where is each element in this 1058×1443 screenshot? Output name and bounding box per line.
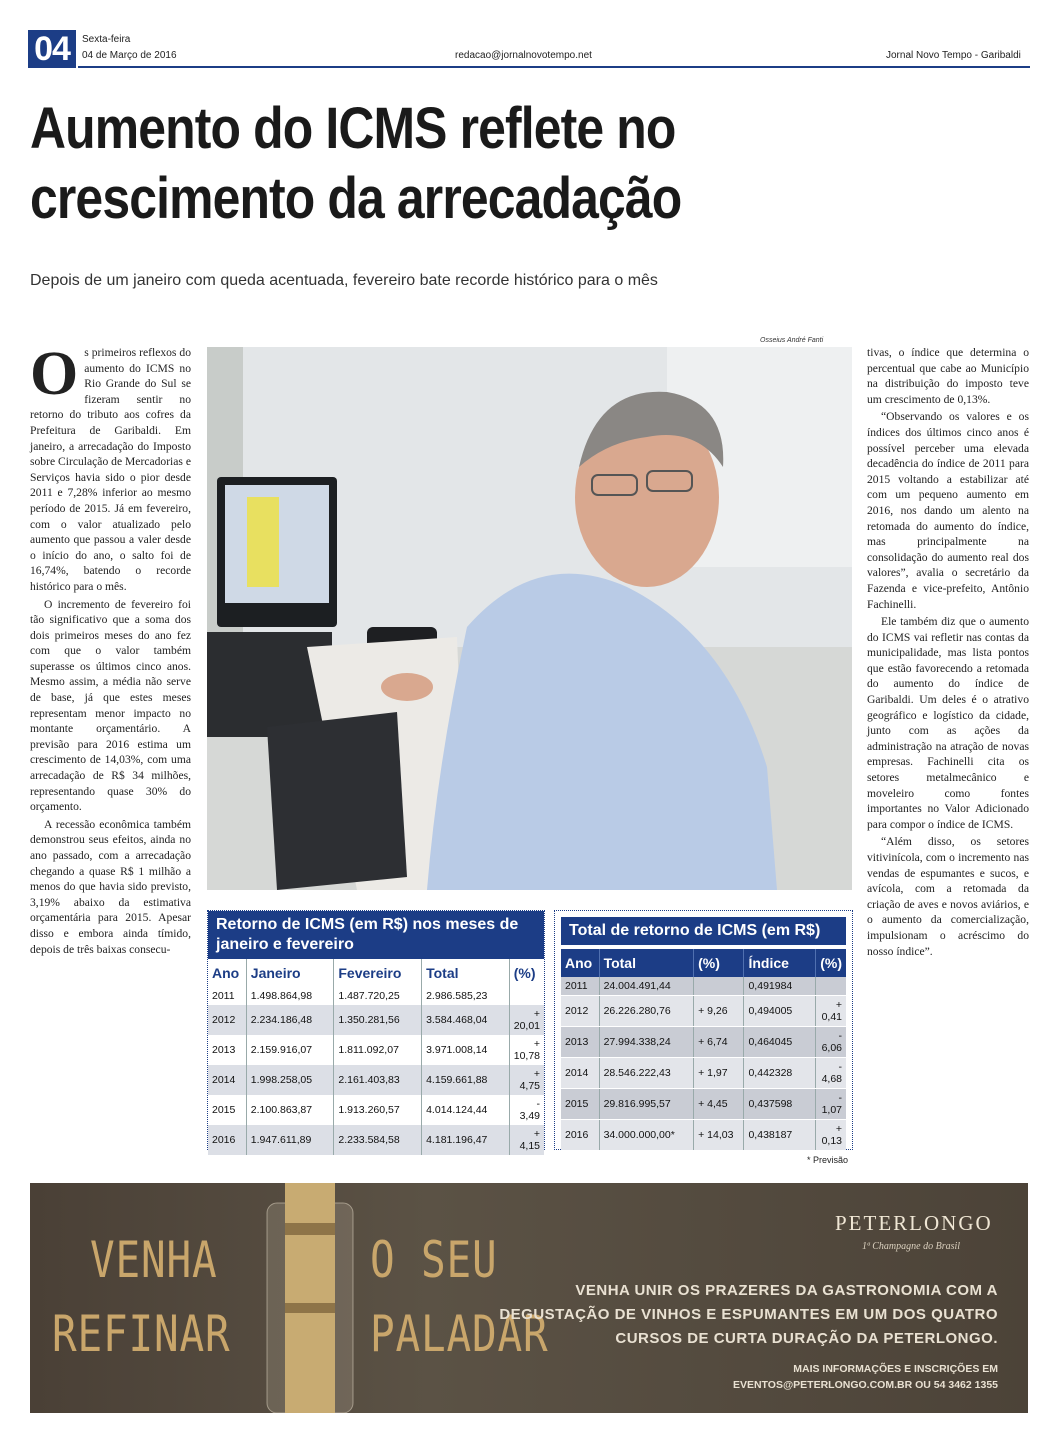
page-number: 04: [28, 30, 76, 68]
table-cell: + 9,26: [694, 996, 744, 1027]
table-cell: 2.234.186,48: [246, 1005, 334, 1035]
header-paper-name: Jornal Novo Tempo - Garibaldi: [886, 50, 1021, 61]
table-cell: 2.986.585,23: [422, 987, 510, 1005]
column-header: Total: [599, 949, 694, 977]
table-cell: 2016: [208, 1125, 246, 1155]
table-cell: 2013: [561, 1027, 599, 1058]
column-header: Total: [422, 959, 510, 987]
table-cell: 4.159.661,88: [422, 1065, 510, 1095]
table-cell: 27.994.338,24: [599, 1027, 694, 1058]
paragraph: Os primeiros reflexos do aumento do ICMS no Rio Grande do Sul se fizeram sentir no retorno do tributo aos cofres da Prefeitura de Garibaldi. Em janeiro, a arrecadação do Imposto sobre Circulação de Mercadorias e Serviços havia sido o pior desde 2011 e 7,28% inferior ao mesmo período de 2015. Já em fevereiro, com o valor atualizado pelo aumento que passou a valer desde o início do ano, o salto foi de 16,74%, batendo o recorde histórico para o mês.: [30, 340, 191, 593]
champagne-glass-icon: [255, 1183, 365, 1413]
article-column-1: [30, 340, 191, 959]
peterlongo-advertisement[interactable]: [30, 1183, 1028, 1413]
table-cell: + 0,13: [816, 1120, 846, 1151]
table-cell: [816, 977, 846, 996]
paragraph: Ele também diz que o aumento do ICMS vai refletir nas contas da municipalidade, mas lista pontos que estão favorecendo a retomada do aumento do índice de Garibaldi. Um deles é o atrativo geográfico e logístico da cidade, junto com as ações da administração na atração de novas empresas. Fachinelli cita os setores metalmecânico e moveleiro como fontes importantes no Valor Adicionado para compor o índice de ICMS.: [867, 615, 1029, 831]
table-row: [561, 1027, 846, 1058]
article-column-3: [867, 345, 1029, 961]
table-row: [208, 987, 544, 1005]
table-cell: 1.498.864,98: [246, 987, 334, 1005]
paragraph: A recessão econômica também demonstrou seus efeitos, ainda no ano passado, com a arrecadação chegando a quase R$ 1 milhão a menos do que havia sido previsto, 3,19% abaixo da estimativa orçamentária para 2015. Apesar disso e embora ainda tímido, depois de três baixas consecu-: [30, 817, 191, 956]
table-cell: 4.181.196,47: [422, 1125, 510, 1155]
table-cell: 0,437598: [744, 1089, 816, 1120]
data-table: [561, 949, 846, 1151]
table-cell: 0,464045: [744, 1027, 816, 1058]
table-title: Retorno de ICMS (em R$) nos meses de janeiro e fevereiro: [208, 911, 544, 959]
table-cell: + 4,45: [694, 1089, 744, 1120]
table-cell: + 4,75: [509, 1065, 544, 1095]
table-cell: 2012: [561, 996, 599, 1027]
ad-brand-logo: PETERLONGO: [835, 1211, 993, 1235]
table-cell: + 1,97: [694, 1058, 744, 1089]
ad-headline-venha: VENHA: [90, 1231, 218, 1289]
header-rule: [78, 66, 1030, 68]
table-row: [208, 1005, 544, 1035]
table-cell: - 1,07: [816, 1089, 846, 1120]
header-date: 04 de Março de 2016: [82, 50, 177, 61]
table-cell: 29.816.995,57: [599, 1089, 694, 1120]
table-cell: 2.100.863,87: [246, 1095, 334, 1125]
table-cell: 2015: [208, 1095, 246, 1125]
table-cell: 2011: [208, 987, 246, 1005]
table-row: [208, 1125, 544, 1155]
table-cell: + 10,78: [513, 1038, 541, 1062]
table-row: [561, 1058, 846, 1089]
column-header: Ano: [561, 949, 599, 977]
ad-brand-tagline: 1ª Champagne do Brasil: [862, 1241, 961, 1252]
table-cell: 0,494005: [744, 996, 816, 1027]
table-cell: + 4,15: [509, 1125, 544, 1155]
column-header: (%): [694, 949, 744, 977]
table-cell: 0,491984: [744, 977, 816, 996]
table-cell: 1.487.720,25: [334, 987, 422, 1005]
ad-headline-o-seu: O SEU: [370, 1231, 498, 1289]
table-cell: 1.947.611,89: [246, 1125, 334, 1155]
table-row: [208, 1065, 544, 1095]
article-photo: [207, 347, 852, 890]
table-cell: + 20,01: [509, 1005, 544, 1035]
table-cell: - 3,49: [519, 1098, 540, 1122]
table-cell: 2015: [561, 1089, 599, 1120]
table-cell: 4.014.124,44: [422, 1095, 510, 1125]
table-cell: 2014: [208, 1065, 246, 1095]
ad-headline-paladar: PALADAR: [370, 1305, 549, 1363]
table-footnote: * Previsão: [806, 1155, 848, 1165]
header-email[interactable]: redacao@jornalnovotempo.net: [455, 50, 592, 61]
headline-line-2: crescimento da arrecadação: [30, 166, 682, 231]
paragraph: O incremento de fevereiro foi tão significativo que a soma dos dois primeiros meses do ano fez com que o valor também superasse os últimos cinco anos. Mesmo assim, a média não serve de base, já que estes meses representam menor impacto no montante orçamentário. A previsão para 2016 estima um crescimento de 14,03%, com uma arrecadação de R$ 34 milhões, representando quase 30% do orçamento.: [30, 597, 191, 814]
table-cell: 3.584.468,04: [422, 1005, 510, 1035]
ad-contact-info: MAIS INFORMAÇÕES E INSCRIÇÕES EM EVENTOS@PETERLONGO.COM.BR OU 54 3462 1355: [598, 1361, 998, 1393]
table-cell: [694, 977, 744, 996]
table-cell: 2016: [561, 1120, 599, 1151]
ad-contact-link[interactable]: EVENTOS@PETERLONGO.COM.BR OU 54 3462 1355: [732, 1379, 998, 1391]
column-header: (%): [816, 949, 846, 977]
photo-credit: Osseius André Fanti: [760, 337, 824, 344]
table-cell: [509, 987, 544, 1005]
subheadline: Depois de um janeiro com queda acentuada, fevereiro bate recorde histórico para o mês: [30, 272, 658, 289]
table-cell: - 4,68: [816, 1058, 846, 1089]
table-row: [561, 1120, 846, 1151]
table-row: [561, 977, 846, 996]
table-cell: 2013: [208, 1035, 246, 1065]
icms-total-table: [554, 910, 853, 1165]
table-cell: + 14,03: [694, 1120, 744, 1151]
table-cell: 2.233.584,58: [334, 1125, 422, 1155]
table-cell: 2.159.916,07: [246, 1035, 334, 1065]
headline: [30, 94, 890, 234]
table-cell: 0,438187: [744, 1120, 816, 1151]
table-cell: 2.161.403,83: [334, 1065, 422, 1095]
data-table: [208, 959, 544, 1155]
column-header: Ano: [208, 959, 246, 987]
paragraph: tivas, o índice que determina o percentual que cabe ao Município na distribuição do imposto teve um crescimento de 0,13%.: [867, 346, 1029, 406]
table-cell: + 6,74: [694, 1027, 744, 1058]
table-cell: - 6,06: [816, 1027, 846, 1058]
table-cell: 34.000.000,00*: [599, 1120, 694, 1151]
table-title: Total de retorno de ICMS (em R$): [561, 917, 846, 945]
table-cell: 24.004.491,44: [599, 977, 694, 996]
table-cell: 2011: [561, 977, 599, 996]
header-day: Sexta-feira: [82, 34, 131, 45]
table-cell: 0,442328: [744, 1058, 816, 1089]
table-cell: 2012: [208, 1005, 246, 1035]
table-cell: 1.998.258,05: [246, 1065, 334, 1095]
paragraph: “Observando os valores e os índices dos últimos cinco anos é possível perceber uma elevada decadência do índice de 2011 para 2015 voltando a estabilizar até com um pequeno aumento em 2016, nos dando um alento na retomada do aumento do índice, mas principalmente na consolidação do aumento real dos valores”, avalia o secretário da Fazenda e vice-prefeito, Antônio Fachinelli.: [867, 410, 1029, 611]
paragraph: “Além disso, os setores vitivinícola, com o incremento nas vendas de espumantes e sucos, e avícola, com a retomada da criação de aves e novos aviários, e o aumento da comercialização, impulsionam o acréscimo do nosso índice”.: [867, 835, 1029, 958]
table-cell: 1.811.092,07: [334, 1035, 422, 1065]
column-header: Janeiro: [246, 959, 334, 987]
column-header: (%): [513, 965, 536, 981]
ad-body-text: VENHA UNIR OS PRAZERES DA GASTRONOMIA COM A DEGUSTAÇÃO DE VINHOS E ESPUMANTES EM UM DOS QUATRO CURSOS DE CURTA DURAÇÃO DA PETERLONGO.: [499, 1282, 998, 1347]
table-cell: 26.226.280,76: [599, 996, 694, 1027]
column-header: Fevereiro: [334, 959, 422, 987]
table-cell: 1.913.260,57: [334, 1095, 422, 1125]
table-cell: 2014: [561, 1058, 599, 1089]
table-row: [208, 1095, 544, 1125]
table-cell: 3.971.008,14: [422, 1035, 510, 1065]
table-row: [561, 996, 846, 1027]
drop-cap: O: [30, 340, 79, 408]
table-row: [208, 1035, 544, 1065]
ad-headline-refinar: REFINAR: [52, 1305, 231, 1363]
table-cell: 28.546.222,43: [599, 1058, 694, 1089]
photo-illustration: [207, 347, 852, 890]
table-cell: + 0,41: [816, 996, 846, 1027]
icms-jan-feb-table: [207, 910, 545, 1150]
table-row: [561, 1089, 846, 1120]
headline-line-1: Aumento do ICMS reflete no: [30, 96, 676, 161]
table-cell: 1.350.281,56: [334, 1005, 422, 1035]
column-header: Índice: [744, 949, 816, 977]
